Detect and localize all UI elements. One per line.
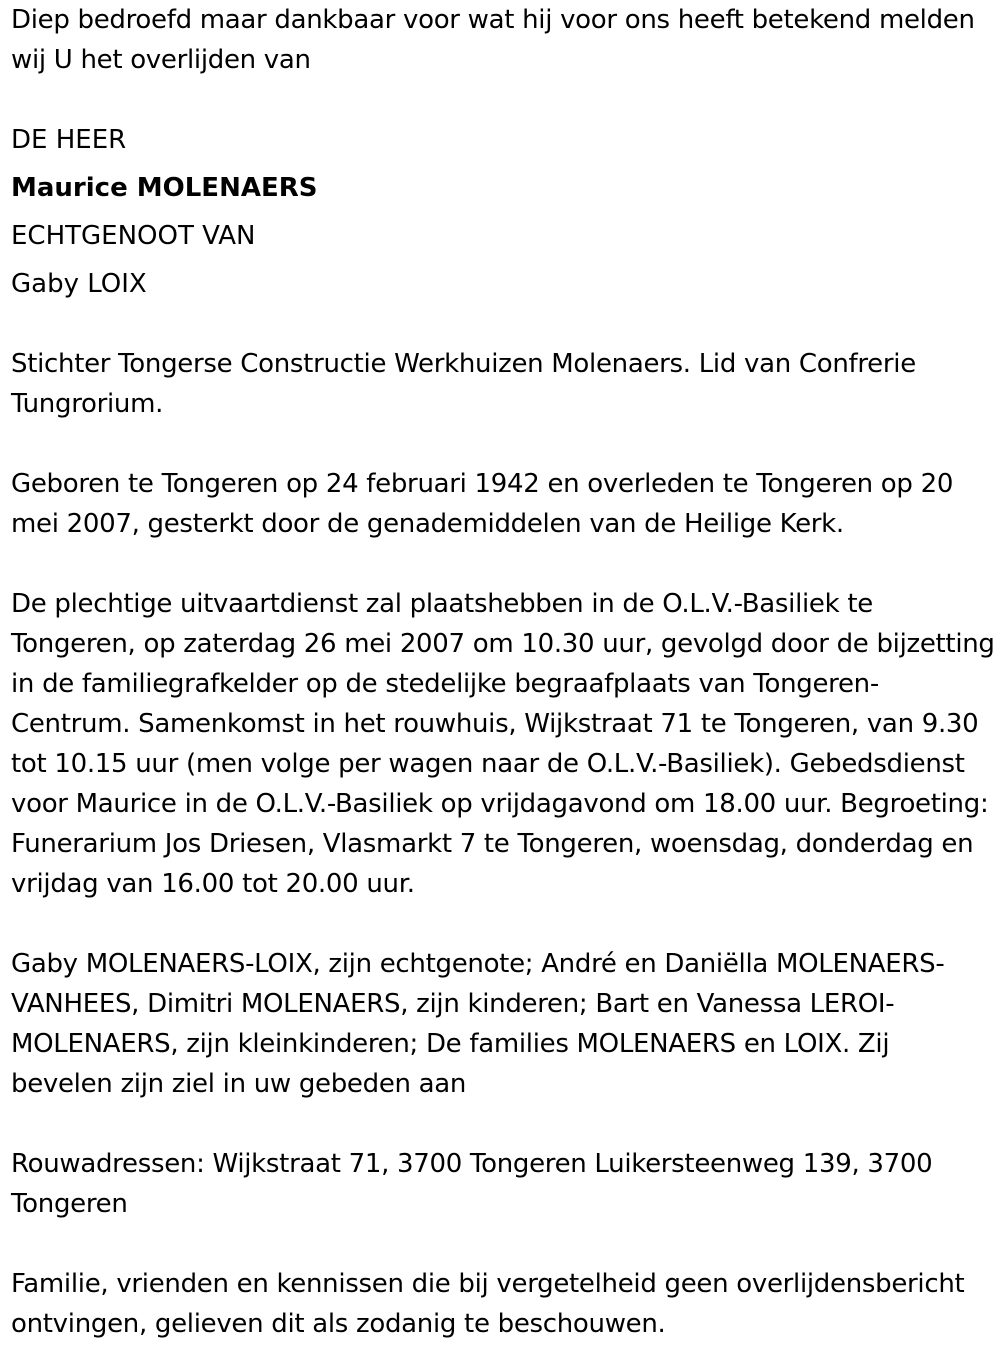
- spouse-name: Gaby LOIX: [11, 269, 147, 299]
- spouse-label: ECHTGENOOT VAN: [11, 221, 256, 251]
- spacer: [11, 904, 996, 944]
- closing-paragraph: Familie, vrienden en kennissen die bij vergetelheid geen overlijdensbericht ontvingen, gelieven dit als zodanig te beschouwen.: [11, 1269, 965, 1339]
- spacer: [11, 304, 996, 344]
- spacer: [11, 80, 996, 120]
- spacer: [11, 1104, 996, 1144]
- deceased-name: Maurice MOLENAERS: [11, 173, 318, 203]
- service-paragraph: De plechtige uitvaartdienst zal plaatshebben in de O.L.V.-Basiliek te Tongeren, op zaterdag 26 mei 2007 om 10.30 uur, gevolgd door de bijzetting in de familiegrafkelder op de stedelijke begraafplaats van Tongeren-Centrum. Samenkomst in het rouwhuis, Wijkstraat 71 te Tongeren, van 9.30 tot 10.15 uur (men volge per wagen naar de O.L.V.-Basiliek). Gebedsdienst voor Maurice in de O.L.V.-Basiliek op vrijdagavond om 18.00 uur. Begroeting: Funerarium Jos Driesen, Vlasmarkt 7 te Tongeren, woensdag, donderdag en vrijdag van 16.00 tot 20.00 uur.: [11, 589, 995, 899]
- spacer: [11, 424, 996, 464]
- obituary-document: [11, 0, 996, 1344]
- birth-death-paragraph: Geboren te Tongeren op 24 februari 1942 en overleden te Tongeren op 20 mei 2007, gesterkt door de genademiddelen van de Heilige Kerk.: [11, 469, 954, 539]
- addresses-paragraph: Rouwadressen: Wijkstraat 71, 3700 Tongeren Luikersteenweg 139, 3700 Tongeren: [11, 1149, 933, 1219]
- honorific: DE HEER: [11, 125, 127, 155]
- bio-paragraph: Stichter Tongerse Constructie Werkhuizen Molenaers. Lid van Confrerie Tungrorium.: [11, 349, 916, 419]
- family-paragraph: Gaby MOLENAERS-LOIX, zijn echtgenote; André en Daniëlla MOLENAERS-VANHEES, Dimitri MOLENAERS, zijn kinderen; Bart en Vanessa LEROI-MOLENAERS, zijn kleinkinderen; De families MOLENAERS en LOIX. Zij bevelen zijn ziel in uw gebeden aan: [11, 949, 945, 1099]
- spacer: [11, 544, 996, 584]
- intro-paragraph: Diep bedroefd maar dankbaar voor wat hij voor ons heeft betekend melden wij U het overlijden van: [11, 5, 975, 75]
- spacer: [11, 1224, 996, 1264]
